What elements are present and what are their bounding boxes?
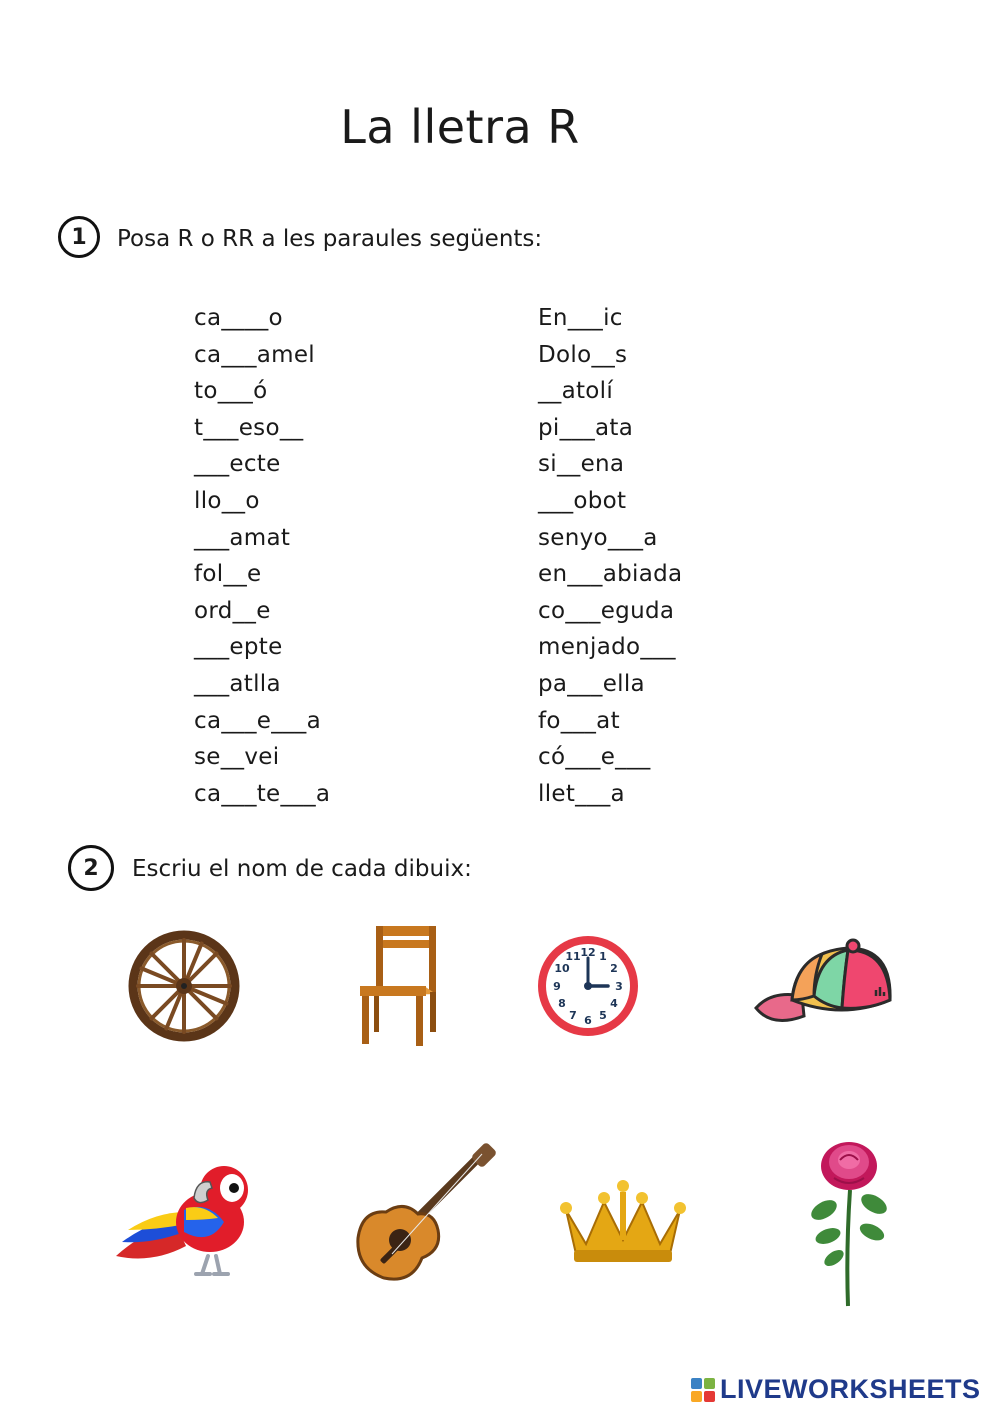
word-item: t___eso__ <box>194 414 304 441</box>
word-item: ord__e <box>194 597 271 624</box>
svg-text:5: 5 <box>599 1009 607 1022</box>
word-list-left <box>194 300 330 812</box>
svg-text:11: 11 <box>565 950 581 963</box>
svg-text:10: 10 <box>554 962 570 975</box>
word-item: se__vei <box>194 744 280 771</box>
svg-text:12: 12 <box>580 946 596 959</box>
word-item: senyo___a <box>538 524 658 551</box>
svg-text:8: 8 <box>558 997 566 1010</box>
clock-icon <box>534 932 642 1040</box>
word-item: llo__o <box>194 487 260 514</box>
svg-text:1: 1 <box>599 950 607 963</box>
word-item: En___ic <box>538 305 623 331</box>
word-item: ___epte <box>194 634 283 661</box>
word-item: si__ena <box>538 451 625 478</box>
word-item: fol__e <box>194 561 262 588</box>
cap-icon <box>752 938 898 1030</box>
word-item: co___eguda <box>538 597 675 624</box>
svg-text:3: 3 <box>615 980 623 993</box>
liveworksheets-logo-icon <box>690 1377 716 1403</box>
word-item: ___atlla <box>194 670 281 697</box>
word-item: ca____o <box>194 305 283 331</box>
svg-text:9: 9 <box>553 980 561 993</box>
word-item: ___amat <box>194 524 291 551</box>
exercise-1-instruction: Posa R o RR a les paraules següents: <box>117 226 543 252</box>
word-item: ca___e___a <box>194 707 321 734</box>
wheel-icon <box>128 930 240 1042</box>
page-title: La lletra R <box>340 100 580 154</box>
parrot-icon <box>112 1160 262 1284</box>
exercise-2-number: 2 <box>68 845 114 891</box>
word-item: en___abiada <box>538 561 683 588</box>
word-list-right <box>538 300 682 812</box>
word-item: llet___a <box>538 780 625 807</box>
rose-icon <box>794 1140 904 1308</box>
word-item: có___e___ <box>538 744 651 771</box>
word-item: pi___ata <box>538 414 634 441</box>
svg-text:6: 6 <box>584 1014 592 1027</box>
word-item: ca___te___a <box>194 780 331 807</box>
svg-text:4: 4 <box>610 997 618 1010</box>
word-item: pa___ella <box>538 670 645 697</box>
chair-icon <box>352 924 442 1048</box>
guitar-icon <box>352 1142 500 1284</box>
brand-name: LIVEWORKSHEETS <box>720 1374 981 1404</box>
word-item: Dolo__s <box>538 341 628 368</box>
word-item: menjado___ <box>538 634 676 661</box>
crown-icon <box>556 1180 690 1266</box>
exercise-2-instruction: Escriu el nom de cada dibuix: <box>132 856 472 882</box>
exercise-1-number: 1 <box>58 216 100 258</box>
word-item: ___obot <box>538 487 627 514</box>
word-item: ca___amel <box>194 341 315 368</box>
word-item: fo___at <box>538 707 620 734</box>
liveworksheets-logo <box>690 1374 981 1405</box>
svg-text:2: 2 <box>610 962 618 975</box>
word-item: ___ecte <box>194 451 281 478</box>
word-item: __atolí <box>538 378 614 405</box>
word-item: to___ó <box>194 378 268 405</box>
svg-text:7: 7 <box>569 1009 577 1022</box>
